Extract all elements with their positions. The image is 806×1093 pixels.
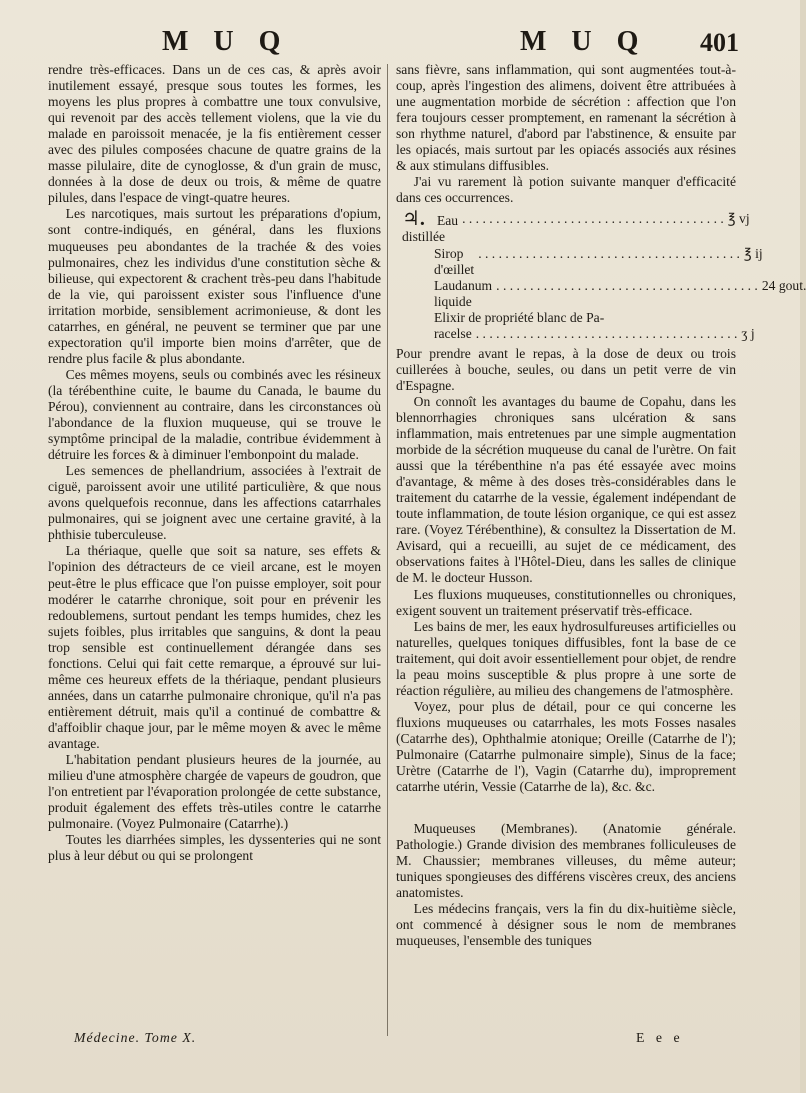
- left-paragraph: Ces mêmes moyens, seuls ou combinés avec les résineux (la térébenthine cuite, le baume du Canada, le baume du Pérou), conviennent au contraire, dans les circonstances où l'abondance de la fluxion muqueuse, qui se trouve le symptôme principal de la maladie, contribue évidemment à détruire les forces & à diminuer l'embonpoint du malade.: [48, 366, 381, 463]
- left-paragraph: rendre très-efficaces. Dans un de ces cas, & après avoir inutilement essayé, presque sous toutes les formes, les moyens les plus propres à combattre une toux convulsive, qui revenoit par des accès tellement violens, que la vie du malade en paroissoit menacée, je la fis entièrement cesser avec des pilules composées chacune de quatre grains de la masse pilulaire, dite de cynoglosse, & d'un grain de musc, données à la dose de deux ou trois, & même de quatre pilules, dans l'espace de vingt-quatre heures.: [48, 62, 381, 206]
- right-paragraph: Pour prendre avant le repas, à la dose de deux ou trois cuillerées à bouche, seules, ou dans un petit verre de vin d'Espagne.: [396, 345, 736, 393]
- right-paragraph: Voyez, pour plus de détail, pour ce qui concerne les fluxions muqueuses ou catarrhales, les mots Fosses nasales (Catarrhe des), Ophthalmie atonique; Oreille (Catarrhe de l'); Pulmonaire (Catarrhe pulmonaire simple), Sinus de la face; Urètre (Catarrhe de l'), Vagin (Catarrhe du), improprement catarrhe utérin, Vessie (Catarrhe de la), &c. &c.: [396, 698, 736, 795]
- recipe-quantity: ʒ j: [741, 325, 755, 341]
- recipe-line: [396, 325, 755, 342]
- recipe-line: [396, 277, 806, 310]
- dot-leader: . . . . . . . . . . . . . . . . . . . . . . . . . . . . . . . . . . . . . . .: [462, 211, 724, 227]
- recipe-ingredient: Sirop d'œillet: [434, 245, 475, 277]
- dot-leader: . . . . . . . . . . . . . . . . . . . . . . . . . . . . . . . . . . . . . . .: [478, 245, 740, 261]
- recipe-line: [396, 245, 763, 278]
- left-paragraph: La thériaque, quelle que soit sa nature, ses effets & l'opinion des détracteurs de ce vieil arcane, est le moyen peut-être le plus efficace que l'on puisse employer, soit pour modérer le catarrhe chronique, soit pour en prévenir les redoublemens, surtout pendant les temps humides, chez les sujets foibles, plus irritables que sanguins, & dont la peau trop sensible est continuellement dérangée dans ses fonctions. Celui qui fait cette remarque, a éprouvé sur lui-même ces heureux effets de la thériaque, pendant plusieurs années, dans un catarrhe pulmonaire chronique, qu'il n'a pas entièrement détruit, mais qu'il a continué de combattre & d'affoiblir chaque jour, par le même moyen & avec le même avantage.: [48, 543, 381, 751]
- right-paragraph: Les médecins français, vers la fin du dix-huitième siècle, ont commencé à désigner sous le nom de membranes muqueuses, l'ensemble des tuniques: [396, 901, 736, 949]
- left-paragraph: L'habitation pendant plusieurs heures de la journée, au milieu d'une atmosphère chargée de vapeurs de goudron, que l'on entretient par l'évaporation prolongée de cette substance, produit également des effets très-utiles contre le catarrhe pulmonaire. (Voyez Pulmonaire (Catarrhe).): [48, 752, 381, 832]
- right-paragraph: J'ai vu rarement là potion suivante manquer d'efficacité dans ces occurrences.: [396, 174, 736, 206]
- left-column: [48, 62, 381, 864]
- entry-heading-paragraph: Muqueuses (Membranes). (Anatomie générale. Pathologie.) Grande division des membranes folliculeuses de M. Chaussier; membranes villeuses, du même auteur; tuniques spongieuses des différens viscères creux, des anciens anatomistes.: [396, 821, 736, 901]
- column-divider: [387, 64, 388, 1036]
- recipe-ingredient: Elixir de propriété blanc de Pa-: [434, 309, 605, 325]
- page-number: 401: [700, 28, 739, 57]
- left-paragraph: Les narcotiques, mais surtout les préparations d'opium, sont contre-indiqués, en général, dans les fluxions muqueuses peu abondantes de la trachée & des voies pulmonaires, chez les individus d'une constitution sèche & bilieuse, qui expectorent & crachent très-peu dans l'habitude de la vie, qui paroissent exister sous l'influence d'une irritation morbide, sensiblement acrimonieuse, & dont les catarrhes, en général, ne peuvent se terminer que par une expectoration qu'il importe bien moins d'arrêter, que de rendre plus facile & plus abondante.: [48, 206, 381, 366]
- footer-signature-left: Médecine. Tome X.: [74, 1030, 197, 1045]
- running-head-left: M U Q: [162, 26, 290, 57]
- dot-leader: . . . . . . . . . . . . . . . . . . . . . . . . . . . . . . . . . . . . . . .: [475, 325, 738, 341]
- section-gap: [396, 795, 736, 821]
- right-paragraph: Les bains de mer, les eaux hydrosulfureuses artificielles ou naturelles, quelques toniques diffusibles, font la base de ce traitement, qui doit avoir essentiellement pour objet, de rendre la peau moins susceptible & plus propre à une sorte de réaction régulière, au milieu des changemens de l'atmosphère.: [396, 618, 736, 698]
- right-paragraph: On connoît les avantages du baume de Copahu, dans les blennorrhagies chroniques sans ulcération & sans inflammation, mais entretenues par une simple augmentation morbide de la sécrétion muqueuse du canal de l'urètre. On fait aussi que la térébenthine n'a pas été essayée avec moins d'avantage, & même à des doses très-considérables dans le traitement du catarrhe de la vessie, également indépendant de toute inflammation, de toute lésion organique, ce qui est assez rare. (Voyez Térébenthine), & consultez la Dissertation de M. Avisard, qui a recueilli, au sujet de ce médicament, des observations faites à l'Hôtel-Dieu, dans les salles de clinique de M. le docteur Husson.: [396, 393, 736, 586]
- recipe-ingredient: racelse: [434, 325, 472, 341]
- recipe-symbol: ♃.: [402, 208, 425, 231]
- dot-leader: . . . . . . . . . . . . . . . . . . . . . . . . . . . . . . . . . . . . . . .: [496, 277, 758, 293]
- recipe-ingredient: Eau distillée: [402, 213, 459, 245]
- recipe-quantity: 24 gout.: [761, 277, 806, 293]
- recipe-line: [396, 208, 750, 245]
- recipe-formula: [396, 208, 806, 341]
- recipe-line: [396, 310, 736, 326]
- left-paragraph: Toutes les diarrhées simples, les dyssenteries qui ne sont plus à leur début ou qui se prolongent: [48, 832, 381, 864]
- recipe-quantity: ℥ vj: [727, 211, 750, 227]
- right-paragraph: Les fluxions muqueuses, constitutionnelles ou chroniques, exigent souvent un traitement préservatif très-efficace.: [396, 586, 736, 618]
- recipe-ingredient: Laudanum liquide: [434, 277, 493, 309]
- running-head-right: M U Q: [520, 26, 648, 57]
- right-paragraph: sans fièvre, sans inflammation, qui sont augmentées tout-à-coup, après l'ingestion des alimens, doivent être attribuées à une augmentation morbide de sécrétion : affection que l'on fera toujours cesser promptement, en ramenant la sécrétion à son rhythme naturel, d'abord par l'abstinence, & ensuite par les opiacés, mais surtout par les opiacés associés aux résines & aux stimulans diffusibles.: [396, 62, 736, 174]
- footer-signature-right: E e e: [636, 1030, 684, 1045]
- left-paragraph: Les semences de phellandrium, associées à l'extrait de ciguë, paroissent avoir une utilité particulière, & que nous avons quelquefois reconnue, dans les affections catarrhales pulmonaires, qui se joignent avec une certaine gravité, à la phthisie tuberculeuse.: [48, 463, 381, 543]
- right-column: [396, 62, 806, 949]
- recipe-quantity: ℥ ij: [743, 245, 763, 261]
